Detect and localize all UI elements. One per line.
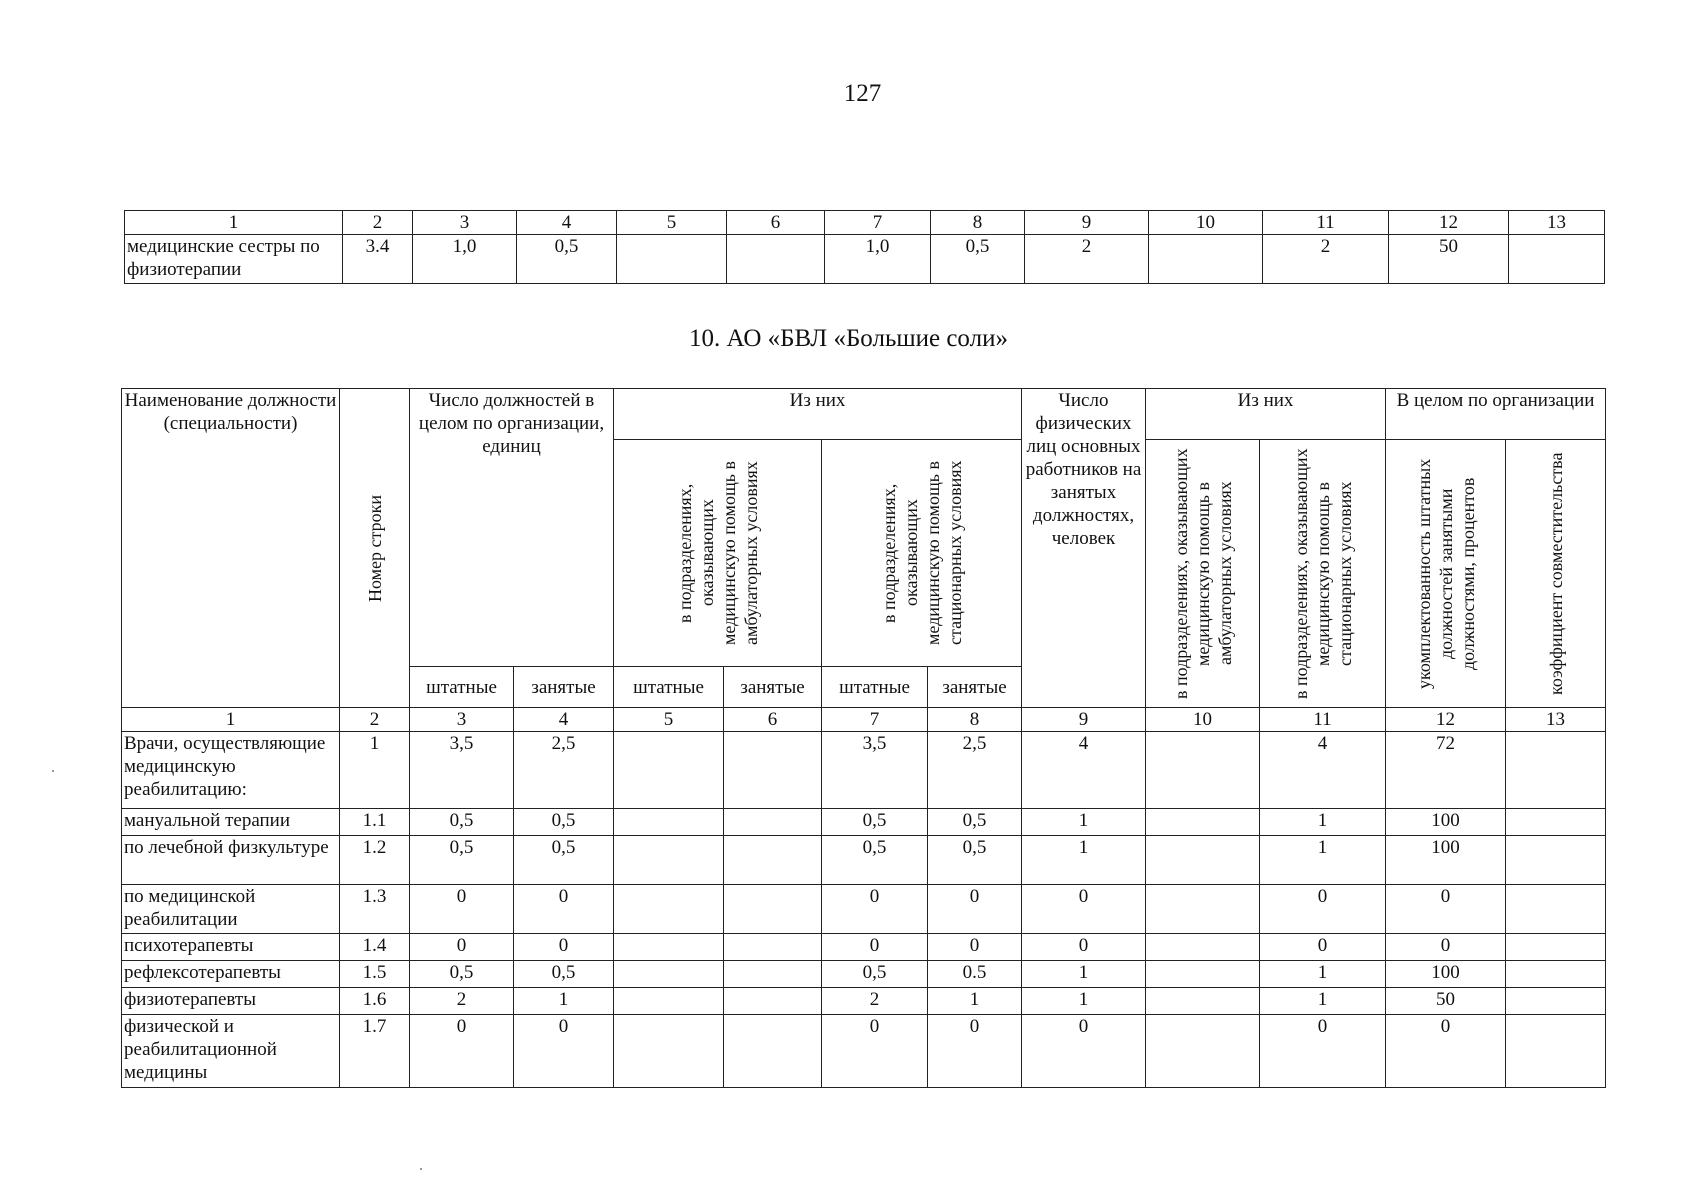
header-individuals-inpatient-text: в подразделениях, оказывающих медицинскую помощь в стационарных условиях xyxy=(1290,448,1355,699)
cell-position-name: по медицинской реабилитации xyxy=(122,885,340,934)
table-row xyxy=(122,732,1606,809)
column-number: 1 xyxy=(125,211,343,235)
header-position-name: Наименование должности (специальности) xyxy=(122,389,340,708)
column-number: 5 xyxy=(617,211,727,235)
cell-value xyxy=(724,961,822,988)
cell-value: 100 xyxy=(1386,809,1506,836)
cell-value: 2 xyxy=(1025,235,1149,284)
cell-value xyxy=(1146,809,1260,836)
column-number: 13 xyxy=(1506,708,1606,732)
cell-value: 0,5 xyxy=(514,809,614,836)
cell-value: 2 xyxy=(822,988,928,1015)
cell-value: 0 xyxy=(1386,934,1506,961)
cell-value: 1 xyxy=(1022,836,1146,885)
cell-value: 0,5 xyxy=(410,961,514,988)
cell-value xyxy=(1146,732,1260,809)
cell-value: 1 xyxy=(928,988,1022,1015)
cell-value xyxy=(1509,235,1605,284)
column-number-row xyxy=(122,708,1606,732)
cell-value: 0,5 xyxy=(517,235,617,284)
table-row xyxy=(122,988,1606,1015)
column-number: 4 xyxy=(514,708,614,732)
column-number: 8 xyxy=(931,211,1025,235)
cell-value xyxy=(1506,732,1606,809)
header-staff: штатные xyxy=(614,667,724,708)
cell-line-number: 3.4 xyxy=(343,235,413,284)
cell-value: 0 xyxy=(514,1015,614,1088)
table-row xyxy=(122,885,1606,934)
table-body xyxy=(122,732,1606,1088)
cell-line-number: 1.5 xyxy=(340,961,410,988)
cell-value: 0,5 xyxy=(822,961,928,988)
staffing-table xyxy=(121,388,1606,1088)
cell-value xyxy=(614,934,724,961)
cell-value xyxy=(724,988,822,1015)
header-positions-total: Число должностей в целом по организации, единиц xyxy=(410,389,614,667)
column-number: 2 xyxy=(343,211,413,235)
cell-value: 2 xyxy=(1263,235,1389,284)
cell-value: 0 xyxy=(1386,885,1506,934)
cell-value: 3,5 xyxy=(410,732,514,809)
cell-line-number: 1.2 xyxy=(340,836,410,885)
header-inpatient-units xyxy=(822,440,1022,667)
cell-value: 100 xyxy=(1386,836,1506,885)
header-staff: штатные xyxy=(410,667,514,708)
cell-value: 0,5 xyxy=(514,836,614,885)
header-of-them-1: Из них xyxy=(614,389,1022,440)
cell-value xyxy=(1146,885,1260,934)
header-individuals-outpatient xyxy=(1146,440,1260,708)
cell-line-number: 1.7 xyxy=(340,1015,410,1088)
cell-value: 0,5 xyxy=(931,235,1025,284)
cell-value: 0 xyxy=(410,934,514,961)
cell-line-number: 1.1 xyxy=(340,809,410,836)
scan-speck xyxy=(420,1168,422,1170)
cell-value xyxy=(1146,836,1260,885)
cell-line-number: 1 xyxy=(340,732,410,809)
table-row xyxy=(125,235,1605,284)
cell-line-number: 1.3 xyxy=(340,885,410,934)
cell-value xyxy=(1506,809,1606,836)
header-combination-coef xyxy=(1506,440,1606,708)
column-number: 3 xyxy=(410,708,514,732)
table-row xyxy=(122,809,1606,836)
cell-value: 0 xyxy=(1022,885,1146,934)
column-number: 12 xyxy=(1389,211,1509,235)
header-individuals-inpatient xyxy=(1260,440,1386,708)
cell-value: 0,5 xyxy=(410,836,514,885)
cell-value xyxy=(614,809,724,836)
cell-value xyxy=(1146,961,1260,988)
column-number-row xyxy=(125,211,1605,235)
cell-value xyxy=(614,988,724,1015)
page-number: 127 xyxy=(843,80,882,107)
column-number: 8 xyxy=(928,708,1022,732)
table-row xyxy=(122,1015,1606,1088)
cell-value: 0,5 xyxy=(822,809,928,836)
cell-value: 4 xyxy=(1260,732,1386,809)
cell-value: 0,5 xyxy=(410,809,514,836)
cell-value xyxy=(724,732,822,809)
column-number: 7 xyxy=(825,211,931,235)
column-number: 10 xyxy=(1149,211,1263,235)
header-occupied: занятые xyxy=(724,667,822,708)
cell-value: 0 xyxy=(1260,934,1386,961)
column-number: 10 xyxy=(1146,708,1260,732)
header-of-them-2: Из них xyxy=(1146,389,1386,440)
cell-value xyxy=(724,809,822,836)
cell-value: 0 xyxy=(928,1015,1022,1088)
cell-value xyxy=(1506,1015,1606,1088)
cell-value: 0 xyxy=(514,885,614,934)
cell-value: 1 xyxy=(1022,809,1146,836)
table-row xyxy=(122,836,1606,885)
header-line-number-text: Номер строки xyxy=(364,494,385,602)
header-outpatient-units xyxy=(614,440,822,667)
cell-value xyxy=(614,836,724,885)
cell-value xyxy=(724,934,822,961)
cell-position-name: мануальной терапии xyxy=(122,809,340,836)
section-title: 10. АО «БВЛ «Большие соли» xyxy=(689,325,1008,352)
cell-value xyxy=(1506,961,1606,988)
cell-value xyxy=(614,1015,724,1088)
cell-value: 1,0 xyxy=(413,235,517,284)
column-number: 7 xyxy=(822,708,928,732)
cell-value: 0,5 xyxy=(928,836,1022,885)
column-number: 3 xyxy=(413,211,517,235)
cell-value: 1 xyxy=(1022,961,1146,988)
cell-value: 50 xyxy=(1389,235,1509,284)
table-row xyxy=(122,961,1606,988)
column-number: 11 xyxy=(1260,708,1386,732)
column-number: 11 xyxy=(1263,211,1389,235)
cell-value xyxy=(1146,1015,1260,1088)
cell-value: 2,5 xyxy=(928,732,1022,809)
cell-value: 0 xyxy=(928,934,1022,961)
cell-value xyxy=(1506,885,1606,934)
cell-position-name: по лечебной физкультуре xyxy=(122,836,340,885)
cell-value: 50 xyxy=(1386,988,1506,1015)
column-number: 13 xyxy=(1509,211,1605,235)
cell-value xyxy=(614,885,724,934)
column-number: 5 xyxy=(614,708,724,732)
cell-value: 1 xyxy=(1022,988,1146,1015)
cell-line-number: 1.6 xyxy=(340,988,410,1015)
column-number: 9 xyxy=(1022,708,1146,732)
header-org-total: В целом по организации xyxy=(1386,389,1606,440)
cell-position-name: физической и реабилитационной медицины xyxy=(122,1015,340,1088)
cell-value: 2 xyxy=(410,988,514,1015)
cell-value: 0.5 xyxy=(928,961,1022,988)
cell-value xyxy=(1146,934,1260,961)
column-number: 1 xyxy=(122,708,340,732)
header-staffing-percent xyxy=(1386,440,1506,708)
cell-value xyxy=(1146,988,1260,1015)
scan-speck xyxy=(52,770,54,772)
cell-value: 100 xyxy=(1386,961,1506,988)
cell-value: 0 xyxy=(514,934,614,961)
header-line-number xyxy=(340,389,410,708)
header-staff: штатные xyxy=(822,667,928,708)
column-number: 4 xyxy=(517,211,617,235)
cell-value xyxy=(724,1015,822,1088)
cell-value: 2,5 xyxy=(514,732,614,809)
column-number: 6 xyxy=(724,708,822,732)
cell-value: 0 xyxy=(1386,1015,1506,1088)
header-occupied: занятые xyxy=(514,667,614,708)
cell-value: 0,5 xyxy=(822,836,928,885)
cell-value xyxy=(724,885,822,934)
column-number: 6 xyxy=(727,211,825,235)
cell-value xyxy=(614,732,724,809)
header-occupied: занятые xyxy=(928,667,1022,708)
cell-value xyxy=(727,235,825,284)
header-staffing-percent-text: укомплектованность штатных должностей занятыми должностями, процентов xyxy=(1413,458,1478,689)
cell-position-name: Врачи, осуществляющие медицинскую реабилитацию: xyxy=(122,732,340,809)
continued-table xyxy=(124,210,1605,284)
cell-value: 3,5 xyxy=(822,732,928,809)
cell-value xyxy=(1506,988,1606,1015)
cell-value: 72 xyxy=(1386,732,1506,809)
cell-value: 0 xyxy=(1260,885,1386,934)
cell-value: 0 xyxy=(822,1015,928,1088)
header-outpatient-units-text: в подразделениях, оказывающих медицинскую помощь в амбулаторных условиях xyxy=(674,461,761,646)
cell-position-name: физиотерапевты xyxy=(122,988,340,1015)
cell-position-name: медицинские сестры по физиотерапии xyxy=(125,235,343,284)
cell-value xyxy=(1149,235,1263,284)
cell-value: 1 xyxy=(1260,961,1386,988)
cell-value: 0 xyxy=(928,885,1022,934)
cell-value: 1 xyxy=(1260,988,1386,1015)
cell-value: 1 xyxy=(1260,836,1386,885)
header-individuals-outpatient-text: в подразделениях, оказывающих медицинскую помощь в амбулаторных условиях xyxy=(1170,448,1235,699)
cell-value xyxy=(724,836,822,885)
header-combination-coef-text: коэффициент совместительства xyxy=(1545,452,1566,695)
cell-value: 0 xyxy=(1022,1015,1146,1088)
cell-value xyxy=(617,235,727,284)
header-row xyxy=(122,389,1606,440)
cell-value: 0,5 xyxy=(514,961,614,988)
cell-value: 1 xyxy=(514,988,614,1015)
column-number: 12 xyxy=(1386,708,1506,732)
cell-value: 0 xyxy=(1022,934,1146,961)
cell-value: 4 xyxy=(1022,732,1146,809)
cell-value: 0,5 xyxy=(928,809,1022,836)
header-individuals: Число физических лиц основных работников на занятых должностях, человек xyxy=(1022,389,1146,708)
cell-position-name: рефлексотерапевты xyxy=(122,961,340,988)
cell-value: 1 xyxy=(1260,809,1386,836)
column-number: 9 xyxy=(1025,211,1149,235)
column-number: 2 xyxy=(340,708,410,732)
header-inpatient-units-text: в подразделениях, оказывающих медицинскую помощь в стационарных условиях xyxy=(878,460,965,646)
table-row xyxy=(122,934,1606,961)
cell-value xyxy=(1506,836,1606,885)
cell-value xyxy=(614,961,724,988)
cell-value: 0 xyxy=(410,885,514,934)
cell-value: 0 xyxy=(822,934,928,961)
cell-value: 0 xyxy=(822,885,928,934)
cell-line-number: 1.4 xyxy=(340,934,410,961)
cell-value xyxy=(1506,934,1606,961)
cell-value: 0 xyxy=(1260,1015,1386,1088)
cell-value: 0 xyxy=(410,1015,514,1088)
cell-position-name: психотерапевты xyxy=(122,934,340,961)
cell-value: 1,0 xyxy=(825,235,931,284)
